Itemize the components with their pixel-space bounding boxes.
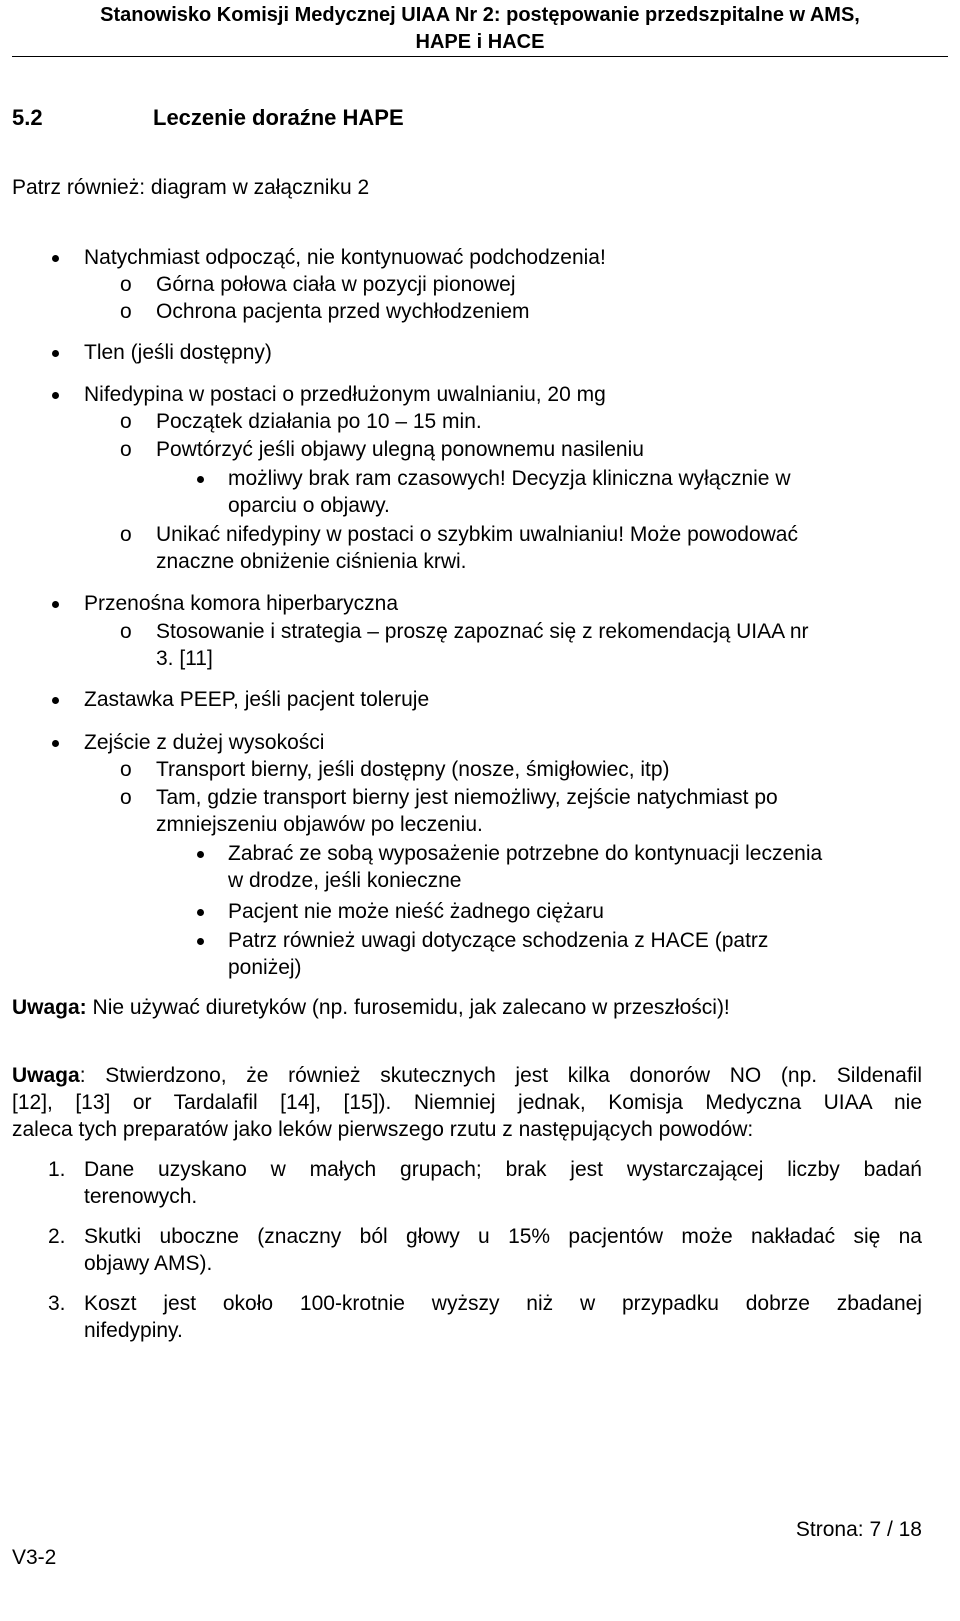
list-item: Początek działania po 10 – 15 min. — [156, 410, 482, 433]
header-line-2: HAPE i HACE — [415, 31, 545, 53]
sub-bullet-marker: o — [120, 758, 132, 781]
list-item: możliwy brak ram czasowych! Decyzja kliniczna wyłącznie w — [228, 467, 791, 490]
page-number: Strona: 7 / 18 — [795, 1518, 922, 1541]
list-item: w drodze, jeśli konieczne — [228, 869, 462, 892]
reason-text: Skutki uboczne (znaczny ból głowy u 15% pacjentów może nakładać się na — [84, 1225, 922, 1248]
list-item: Transport bierny, jeśli dostępny (nosze, śmigłowiec, itp) — [156, 758, 670, 781]
section-number: 5.2 — [12, 105, 43, 130]
list-item: oparciu o objawy. — [228, 494, 390, 517]
list-item: Górna połowa ciała w pozycji pionowej — [156, 273, 516, 296]
section-heading — [12, 105, 404, 131]
sub-bullet-marker: o — [120, 438, 132, 461]
sub-bullet-marker: o — [120, 410, 132, 433]
sub-bullet-marker: o — [120, 273, 132, 296]
reason-number: 3. — [48, 1292, 66, 1315]
list-item: Tlen (jeśli dostępny) — [84, 341, 272, 364]
reason-text: objawy AMS). — [84, 1252, 213, 1275]
bullet-marker — [197, 938, 204, 945]
see-also-text: Patrz również: diagram w załączniku 2 — [12, 176, 370, 199]
list-item: Powtórzyć jeśli objawy ulegną ponownemu nasileniu — [156, 438, 644, 461]
list-item: Pacjent nie może nieść żadnego ciężaru — [228, 900, 604, 923]
bullet-marker — [52, 392, 59, 399]
running-header — [0, 2, 960, 56]
list-item: Zejście z dużej wysokości — [84, 731, 325, 754]
note-text: : Stwierdzono, że również skutecznych jest kilka donorów NO (np. Sildenafil — [79, 1064, 922, 1087]
reason-text: nifedypiny. — [84, 1319, 183, 1342]
note-diuretics — [12, 994, 730, 1022]
reason-number: 1. — [48, 1158, 66, 1181]
bullet-marker — [52, 350, 59, 357]
list-item: Przenośna komora hiperbaryczna — [84, 592, 398, 615]
list-item: znaczne obniżenie ciśnienia krwi. — [156, 550, 467, 573]
sub-bullet-marker: o — [120, 786, 132, 809]
list-item: Stosowanie i strategia – proszę zapoznać się z rekomendacją UIAA nr — [156, 620, 809, 643]
list-item: Natychmiast odpocząć, nie kontynuować podchodzenia! — [84, 246, 606, 269]
note-no-donors-line-1 — [12, 1062, 922, 1090]
sub-bullet-marker: o — [120, 620, 132, 643]
bullet-marker — [197, 851, 204, 858]
note-text: Nie używać diuretyków (np. furosemidu, jak zalecano w przeszłości)! — [86, 996, 730, 1019]
note-label: Uwaga: — [12, 996, 87, 1019]
bullet-marker — [52, 740, 59, 747]
list-item: 3. [11] — [156, 647, 213, 670]
section-title: Leczenie doraźne HAPE — [153, 105, 404, 130]
note-no-donors-line-2: [12], [13] or Tardalafil [14], [15]). Niemniej jednak, Komisja Medyczna UIAA nie — [12, 1091, 922, 1114]
list-item: Zabrać ze sobą wyposażenie potrzebne do kontynuacji leczenia — [228, 842, 823, 865]
reason-number: 2. — [48, 1225, 66, 1248]
bullet-marker — [52, 601, 59, 608]
list-item: zmniejszeniu objawów po leczeniu. — [156, 813, 483, 836]
list-item: Patrz również uwagi dotyczące schodzenia z HACE (patrz — [228, 929, 769, 952]
sub-bullet-marker: o — [120, 300, 132, 323]
note-label: Uwaga — [12, 1064, 80, 1087]
list-item: Zastawka PEEP, jeśli pacjent toleruje — [84, 688, 430, 711]
bullet-marker — [197, 909, 204, 916]
list-item: Ochrona pacjenta przed wychłodzeniem — [156, 300, 530, 323]
bullet-marker — [52, 697, 59, 704]
header-divider — [12, 56, 948, 57]
list-item: poniżej) — [228, 956, 302, 979]
list-item: Tam, gdzie transport bierny jest niemożliwy, zejście natychmiast po — [156, 786, 778, 809]
list-item: Nifedypina w postaci o przedłużonym uwalnianiu, 20 mg — [84, 383, 606, 406]
reason-text: Dane uzyskano w małych grupach; brak jest wystarczającej liczby badań — [84, 1158, 922, 1181]
version-label: V3-2 — [12, 1546, 57, 1569]
bullet-marker — [52, 255, 59, 262]
reason-text: terenowych. — [84, 1185, 198, 1208]
bullet-marker — [197, 476, 204, 483]
header-line-1: Stanowisko Komisji Medycznej UIAA Nr 2: postępowanie przedszpitalne w AMS, — [100, 4, 860, 26]
note-no-donors-line-3: zaleca tych preparatów jako leków pierwszego rzutu z następujących powodów: — [12, 1118, 754, 1141]
reason-text: Koszt jest około 100-krotnie wyższy niż w przypadku dobrze zbadanej — [84, 1292, 922, 1315]
sub-bullet-marker: o — [120, 523, 132, 546]
list-item: Unikać nifedypiny w postaci o szybkim uwalnianiu! Może powodować — [156, 523, 798, 546]
